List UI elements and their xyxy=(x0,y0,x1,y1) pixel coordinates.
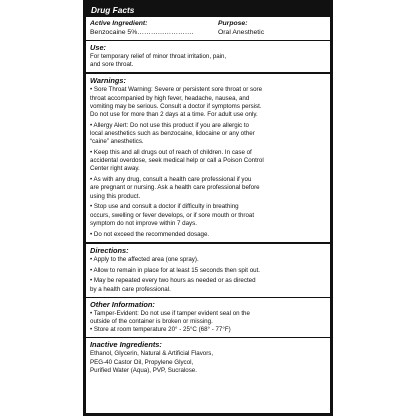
warning-item: • Stop use and consult a doctor if difficulty in breathing occurs, swelling or fever develops, or if sore mouth or throat symptom do not improve within 7 days. xyxy=(90,203,255,227)
drug-facts-title: Drug Facts xyxy=(86,3,330,17)
use-heading: Use: xyxy=(90,43,107,52)
other-information-heading: Other Information: xyxy=(90,299,155,309)
inactive-ingredients-line: PEG-40 Castor Oil, Propylene Glycol, xyxy=(90,358,194,366)
warning-item: • Sore Throat Warning: Severe or persistent sore throat or sore throat accompanied by high fever, headache, nausea, and vomiting may be serious. Consult a doctor if symptoms persist. Do not use for more than 2 days at a time. For adult use only. xyxy=(90,86,263,119)
warnings-heading: Warnings: xyxy=(90,76,126,86)
use-line: and sore throat. xyxy=(90,61,134,69)
other-information-section xyxy=(86,298,330,339)
use-section xyxy=(86,41,330,74)
active-ingredient-section xyxy=(86,17,330,41)
purpose-value: Oral Anesthetic xyxy=(218,29,265,36)
inactive-ingredients-section xyxy=(86,338,330,378)
use-line: For temporary relief of minor throat irritation, pain, xyxy=(90,53,227,60)
warning-item: • As with any drug, consult a health care professional if you are pregnant or nursing. Ask a health care professional before using this product. xyxy=(90,176,260,200)
directions-section xyxy=(86,244,330,298)
direction-item: • May be repeated every two hours as needed or as directed by a health care professional. xyxy=(90,277,256,293)
warning-item: • Do not exceed the recommended dosage. xyxy=(90,230,210,238)
other-information-item: • Store at room temperature 20° - 25°C (68° - 77°F) xyxy=(90,326,231,334)
inactive-ingredients-line: Purified Water (Aqua), PVP, Sucralose. xyxy=(90,366,197,374)
warning-item: • Allergy Alert: Do not use this product if you are allergic to local anesthetics such as benzocaine, lidocaine or any other “caine” anesthetics. xyxy=(90,121,255,146)
directions-heading: Directions: xyxy=(90,245,129,255)
purpose-heading: Purpose: xyxy=(218,20,248,27)
active-ingredient-value: Benzocaine 5%……………………. xyxy=(90,29,194,36)
direction-item: • Allow to remain in place for at least 15 seconds then spit out. xyxy=(90,266,261,274)
warning-item: • Keep this and all drugs out of reach of children. In case of accidental overdose, seek medical help or call a Poison Control Center right away. xyxy=(90,149,264,173)
other-information-item: • Tamper-Evident: Do not use if tamper evident seal on the outside of the container is broken or missing. xyxy=(90,309,250,326)
drug-facts-panel xyxy=(83,0,333,416)
warnings-section xyxy=(86,74,330,243)
active-ingredient-heading: Active Ingredient: xyxy=(90,20,148,27)
inactive-ingredients-heading: Inactive Ingredients: xyxy=(90,340,162,350)
inactive-ingredients-line: Ethanol, Glycerin, Natural & Artificial Flavors, xyxy=(90,350,214,358)
direction-item: • Apply to the affected area (one spray). xyxy=(90,255,199,263)
